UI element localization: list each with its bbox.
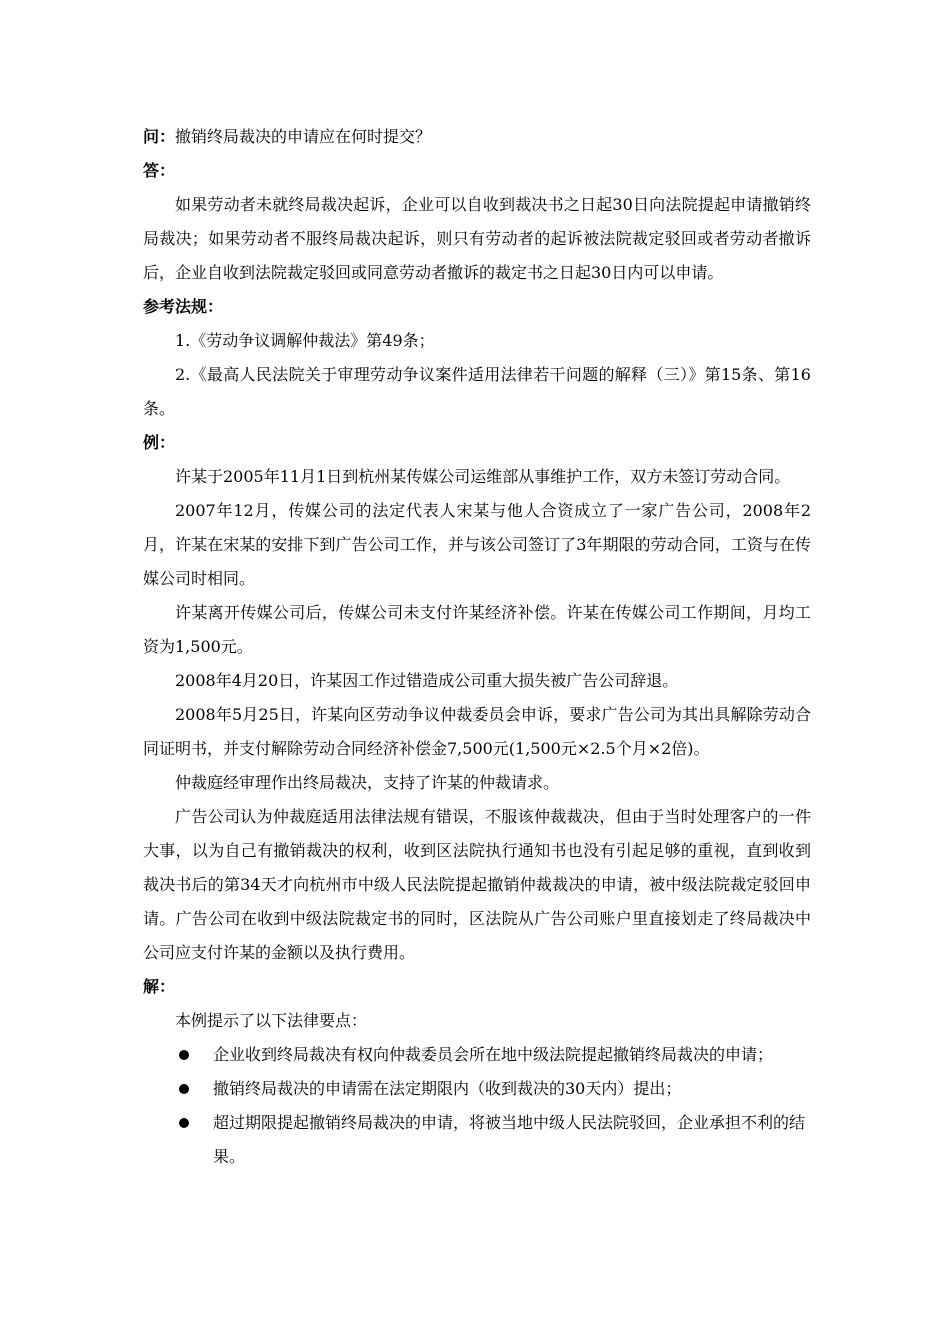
bullet-icon — [179, 1050, 189, 1060]
question-line — [143, 120, 811, 154]
reference-item: 2.《最高人民法院关于审理劳动争议案件适用法律若干问题的解释（三）》第15条、第16条。 — [143, 365, 811, 418]
answer-paragraph: 如果劳动者未就终局裁决起诉，企业可以自收到裁决书之日起30日向法院提起申请撤销终局裁决；如果劳动者不服终局裁决起诉，则只有劳动者的起诉被法院裁定驳回或者劳动者撤诉后，企业自收到法院裁定驳回或同意劳动者撤诉的裁定书之日起30日内可以申请。 — [143, 195, 811, 282]
references-label: 参考法规： — [143, 297, 224, 316]
list-item — [143, 1038, 811, 1072]
bullet-icon — [179, 1118, 189, 1128]
example-paragraph: 许某于2005年11月1日到杭州某传媒公司运维部从事维护工作，双方未签订劳动合同。 — [175, 467, 791, 486]
example-paragraph: 仲裁庭经审理作出终局裁决，支持了许某的仲裁请求。 — [175, 773, 560, 792]
solution-label: 解： — [143, 977, 176, 996]
list-item — [143, 1106, 811, 1174]
question-text: 撤销终局裁决的申请应在何时提交？ — [175, 127, 432, 146]
solution-intro: 本例提示了以下法律要点： — [175, 1011, 368, 1030]
document-body — [143, 120, 811, 1174]
example-paragraph: 2007年12月，传媒公司的法定代表人宋某与他人合资成立了一家广告公司，2008年2月，许某在宋某的安排下到广告公司工作，并与该公司签订了3年期限的劳动合同，工资与在传媒公司时相同。 — [143, 501, 811, 588]
reference-item: 1.《劳动争议调解仲裁法》第49条； — [175, 331, 435, 350]
example-label: 例： — [143, 433, 176, 452]
solution-point-text: 撤销终局裁决的申请需在法定期限内（收到裁决的30天内）提出； — [213, 1079, 682, 1098]
example-paragraph: 2008年5月25日，许某向区劳动争议仲裁委员会申诉，要求广告公司为其出具解除劳动合同证明书，并支付解除劳动合同经济补偿金7,500元(1,500元×2.5个月×2倍)。 — [143, 705, 811, 758]
question-label: 问： — [143, 127, 176, 146]
example-paragraph: 许某离开传媒公司后，传媒公司未支付许某经济补偿。许某在传媒公司工作期间，月均工资为1,500元。 — [143, 603, 811, 656]
list-item — [143, 1072, 811, 1106]
bullet-icon — [179, 1084, 189, 1094]
solution-point-text: 超过期限提起撤销终局裁决的申请，将被当地中级人民法院驳回，企业承担不利的结果。 — [213, 1113, 806, 1166]
solution-points — [143, 1038, 811, 1174]
example-paragraph: 广告公司认为仲裁庭适用法律法规有错误，不服该仲裁裁决，但由于当时处理客户的一件大事，以为自己有撤销裁决的权利，收到区法院执行通知书也没有引起足够的重视，直到收到裁决书后的第34天才向杭州市中级人民法院提起撤销仲裁裁决的申请，被中级法院裁定驳回申请。广告公司在收到中级法院裁定书的同时，区法院从广告公司账户里直接划走了终局裁决中公司应支付许某的金额以及执行费用。 — [143, 807, 811, 962]
solution-point-text: 企业收到终局裁决有权向仲裁委员会所在地中级法院提起撤销终局裁决的申请； — [213, 1045, 774, 1064]
example-paragraph: 2008年4月20日，许某因工作过错造成公司重大损失被广告公司辞退。 — [175, 671, 679, 690]
answer-label: 答： — [143, 161, 176, 180]
